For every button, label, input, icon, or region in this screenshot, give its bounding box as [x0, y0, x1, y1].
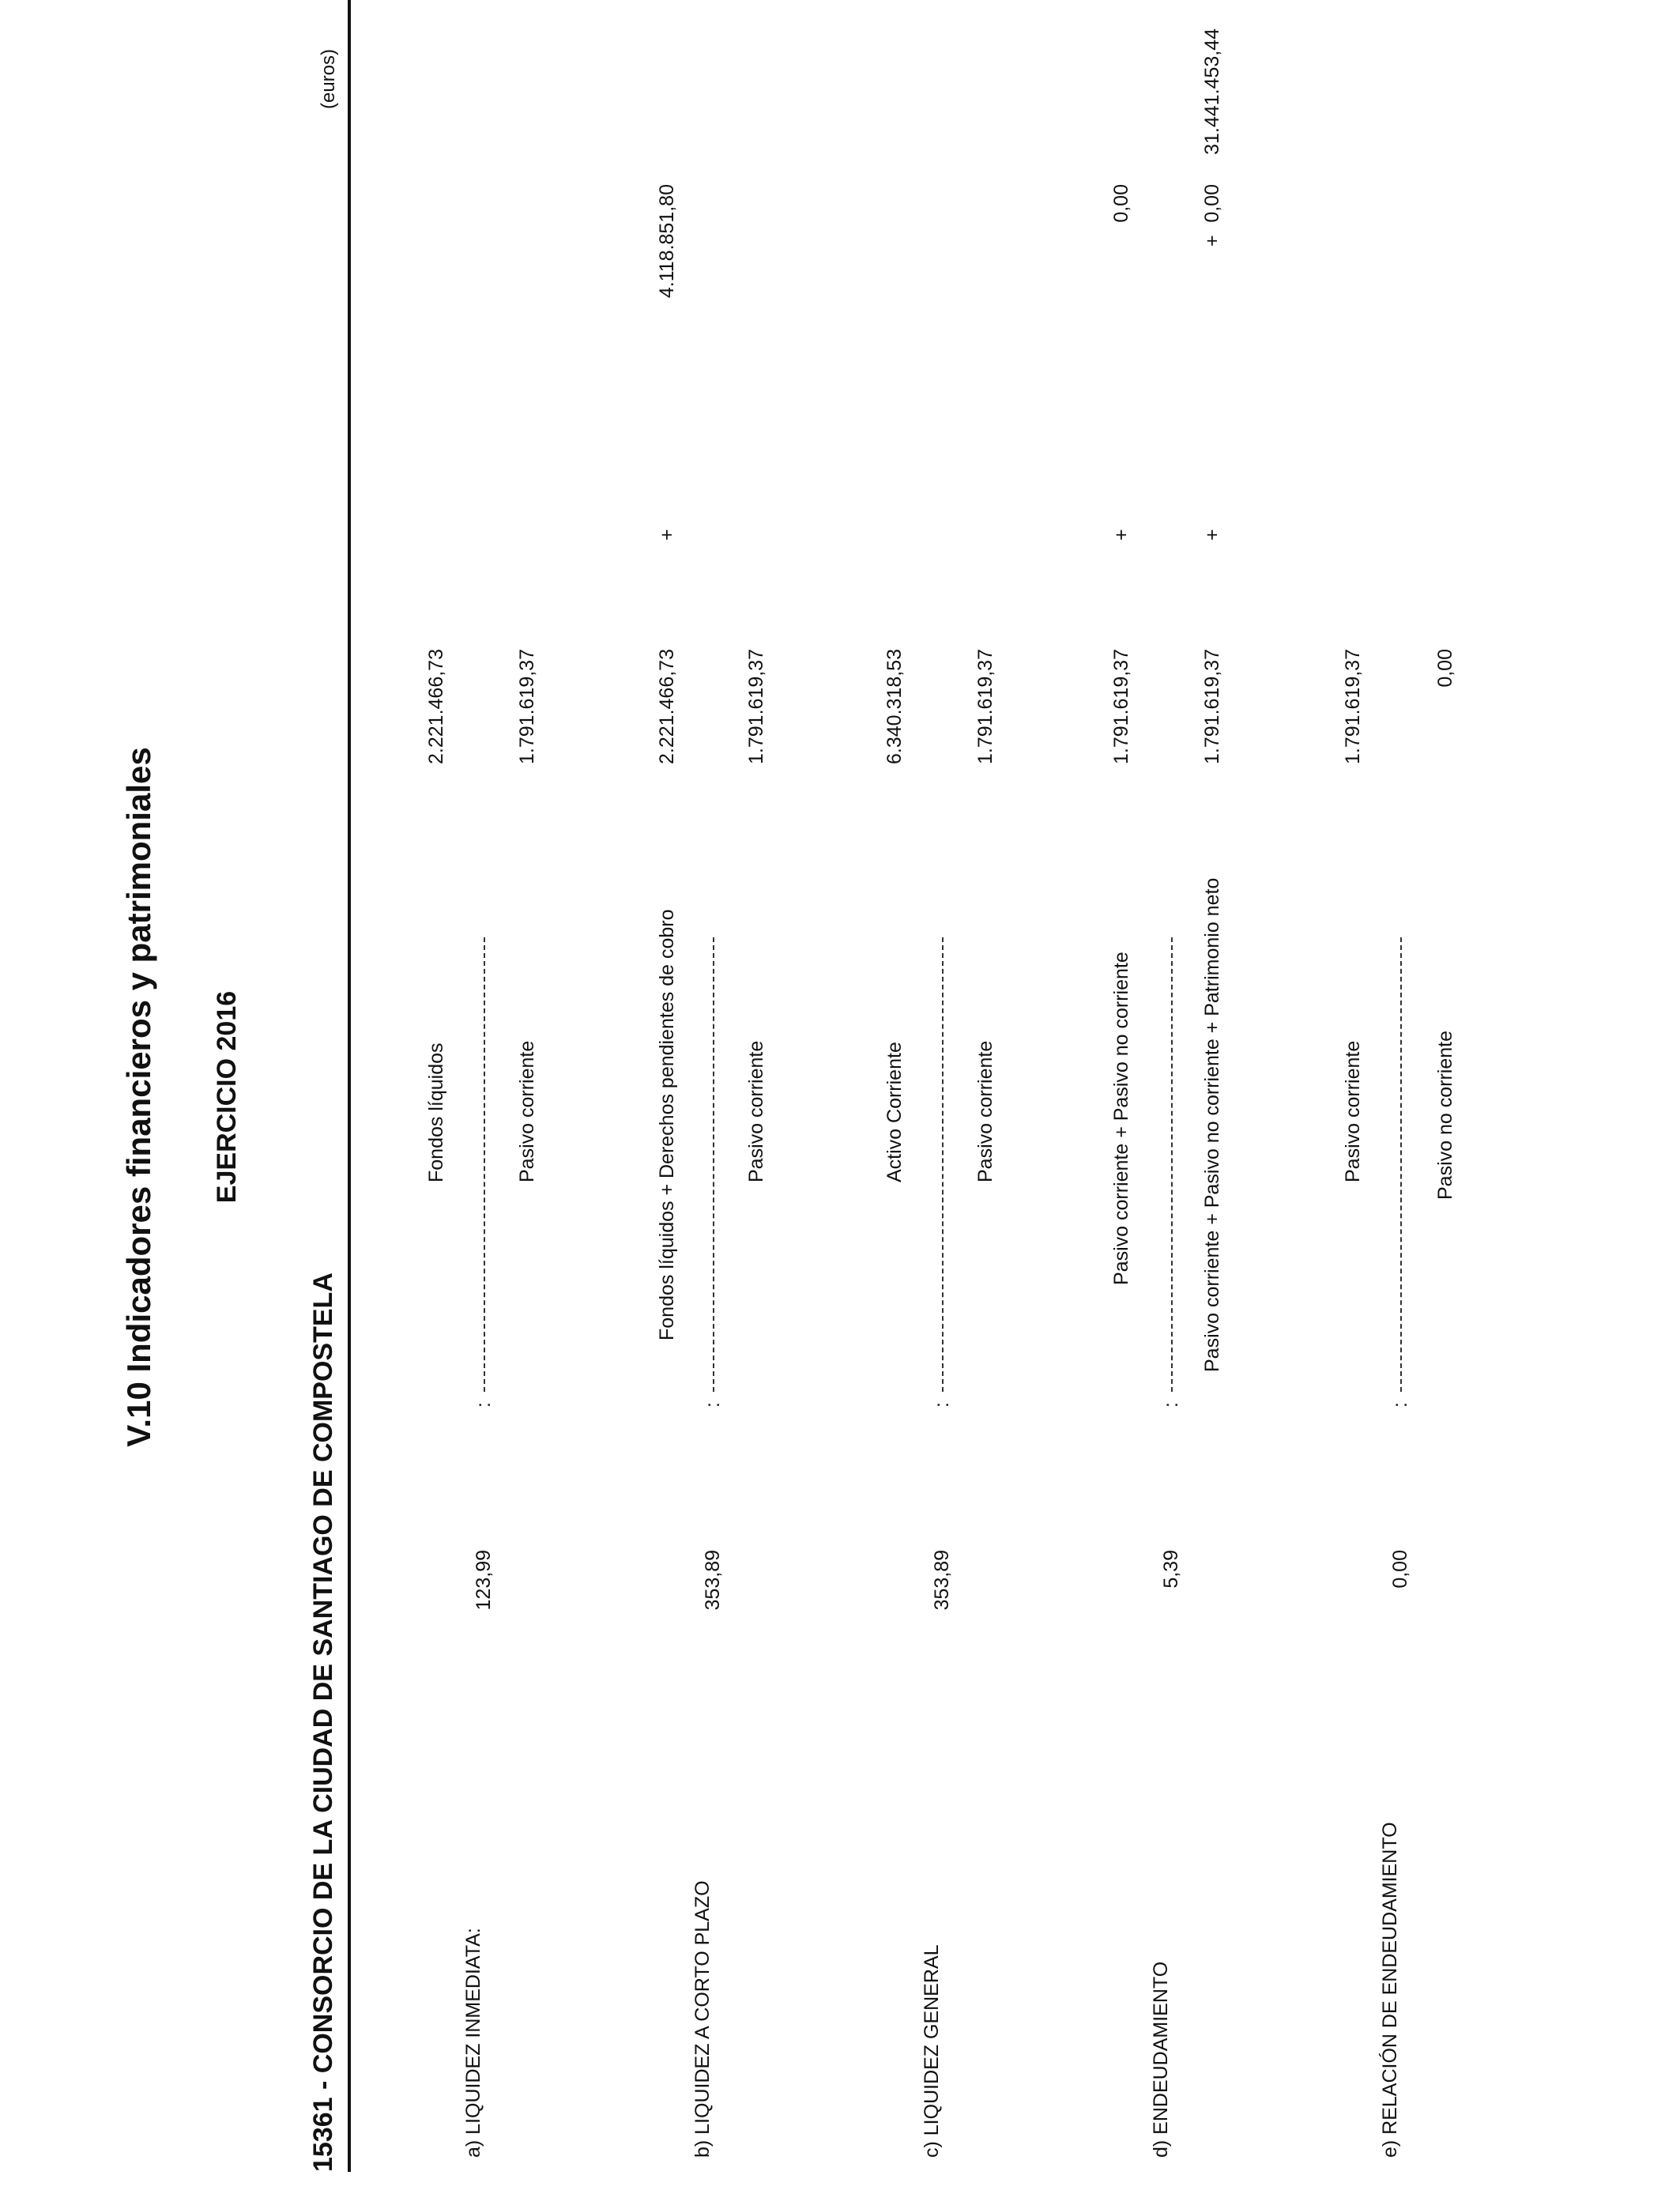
numerator-value: 2.221.466,73: [656, 649, 678, 764]
denominator-formula: Pasivo corriente: [974, 1040, 996, 1182]
numerator-value: 4.118.851,80: [656, 184, 678, 299]
fraction-line: [1400, 937, 1402, 1392]
colon: :: [1160, 1402, 1182, 1408]
page-title: V.10 Indicadores financieros y patrimoniales: [120, 747, 157, 1447]
numerator-formula: Fondos líquidos + Derechos pendientes de cobro: [656, 909, 678, 1340]
numerator-value: 2.221.466,73: [425, 649, 447, 764]
denominator-value: 31.441.453,44: [1201, 28, 1223, 155]
denominator-formula: Pasivo corriente + Pasivo no corriente + Patrimonio neto: [1201, 877, 1223, 1372]
indicator-value: 353,89: [702, 1550, 724, 1611]
currency-unit: (euros): [318, 48, 339, 109]
plus-sign: +: [1201, 235, 1223, 247]
numerator-value: 1.791.619,37: [1110, 649, 1132, 764]
fraction-line: [484, 937, 485, 1392]
colon: :: [473, 1402, 495, 1408]
denominator-value: 1.791.619,37: [1201, 649, 1223, 764]
indicator-label: c) LIQUIDEZ GENERAL: [921, 1944, 943, 2158]
indicator-label: e) RELACIÓN DE ENDEUDAMIENTO: [1379, 1822, 1401, 2158]
denominator-value: 0,00: [1201, 184, 1223, 223]
indicator-value: 5,39: [1160, 1550, 1182, 1589]
numerator-formula: Pasivo corriente: [1342, 1040, 1364, 1182]
numerator-value: 0,00: [1110, 184, 1132, 223]
denominator-value: 1.791.619,37: [974, 649, 996, 764]
denominator-value: 0,00: [1434, 649, 1456, 688]
colon: :: [702, 1402, 724, 1408]
header-rule: [348, 0, 351, 2172]
fraction-line: [1171, 937, 1173, 1392]
indicator-value: 0,00: [1389, 1550, 1411, 1589]
indicator-value: 353,89: [931, 1550, 953, 1611]
indicator-label: a) LIQUIDEZ INMEDIATA:: [462, 1928, 484, 2158]
numerator-value: 1.791.619,37: [1342, 649, 1364, 764]
plus-sign: +: [1201, 529, 1223, 541]
indicator-value: 123,99: [473, 1550, 495, 1611]
denominator-value: 1.791.619,37: [745, 649, 767, 764]
numerator-formula: Fondos líquidos: [425, 1042, 447, 1182]
indicator-label: b) LIQUIDEZ A CORTO PLAZO: [691, 1880, 714, 2158]
colon: :: [931, 1402, 953, 1408]
fiscal-year-heading: EJERCICIO 2016: [212, 990, 242, 1204]
plus-sign: +: [656, 529, 678, 541]
colon: :: [1389, 1402, 1411, 1408]
denominator-formula: Pasivo no corriente: [1434, 1030, 1456, 1200]
fraction-line: [713, 937, 714, 1392]
denominator-formula: Pasivo corriente: [745, 1040, 767, 1182]
denominator-value: 1.791.619,37: [516, 649, 538, 764]
indicator-label: d) ENDEUDAMIENTO: [1150, 1961, 1172, 2158]
fraction-line: [942, 937, 944, 1392]
numerator-formula: Pasivo corriente + Pasivo no corriente: [1110, 952, 1132, 1285]
denominator-formula: Pasivo corriente: [516, 1040, 538, 1182]
numerator-value: 6.340.318,53: [883, 649, 906, 764]
entity-name: 15361 - CONSORCIO DE LA CIUDAD DE SANTIAGO DE COMPOSTELA: [308, 1272, 338, 2172]
numerator-formula: Activo Corriente: [883, 1042, 906, 1182]
plus-sign: +: [1110, 529, 1132, 541]
